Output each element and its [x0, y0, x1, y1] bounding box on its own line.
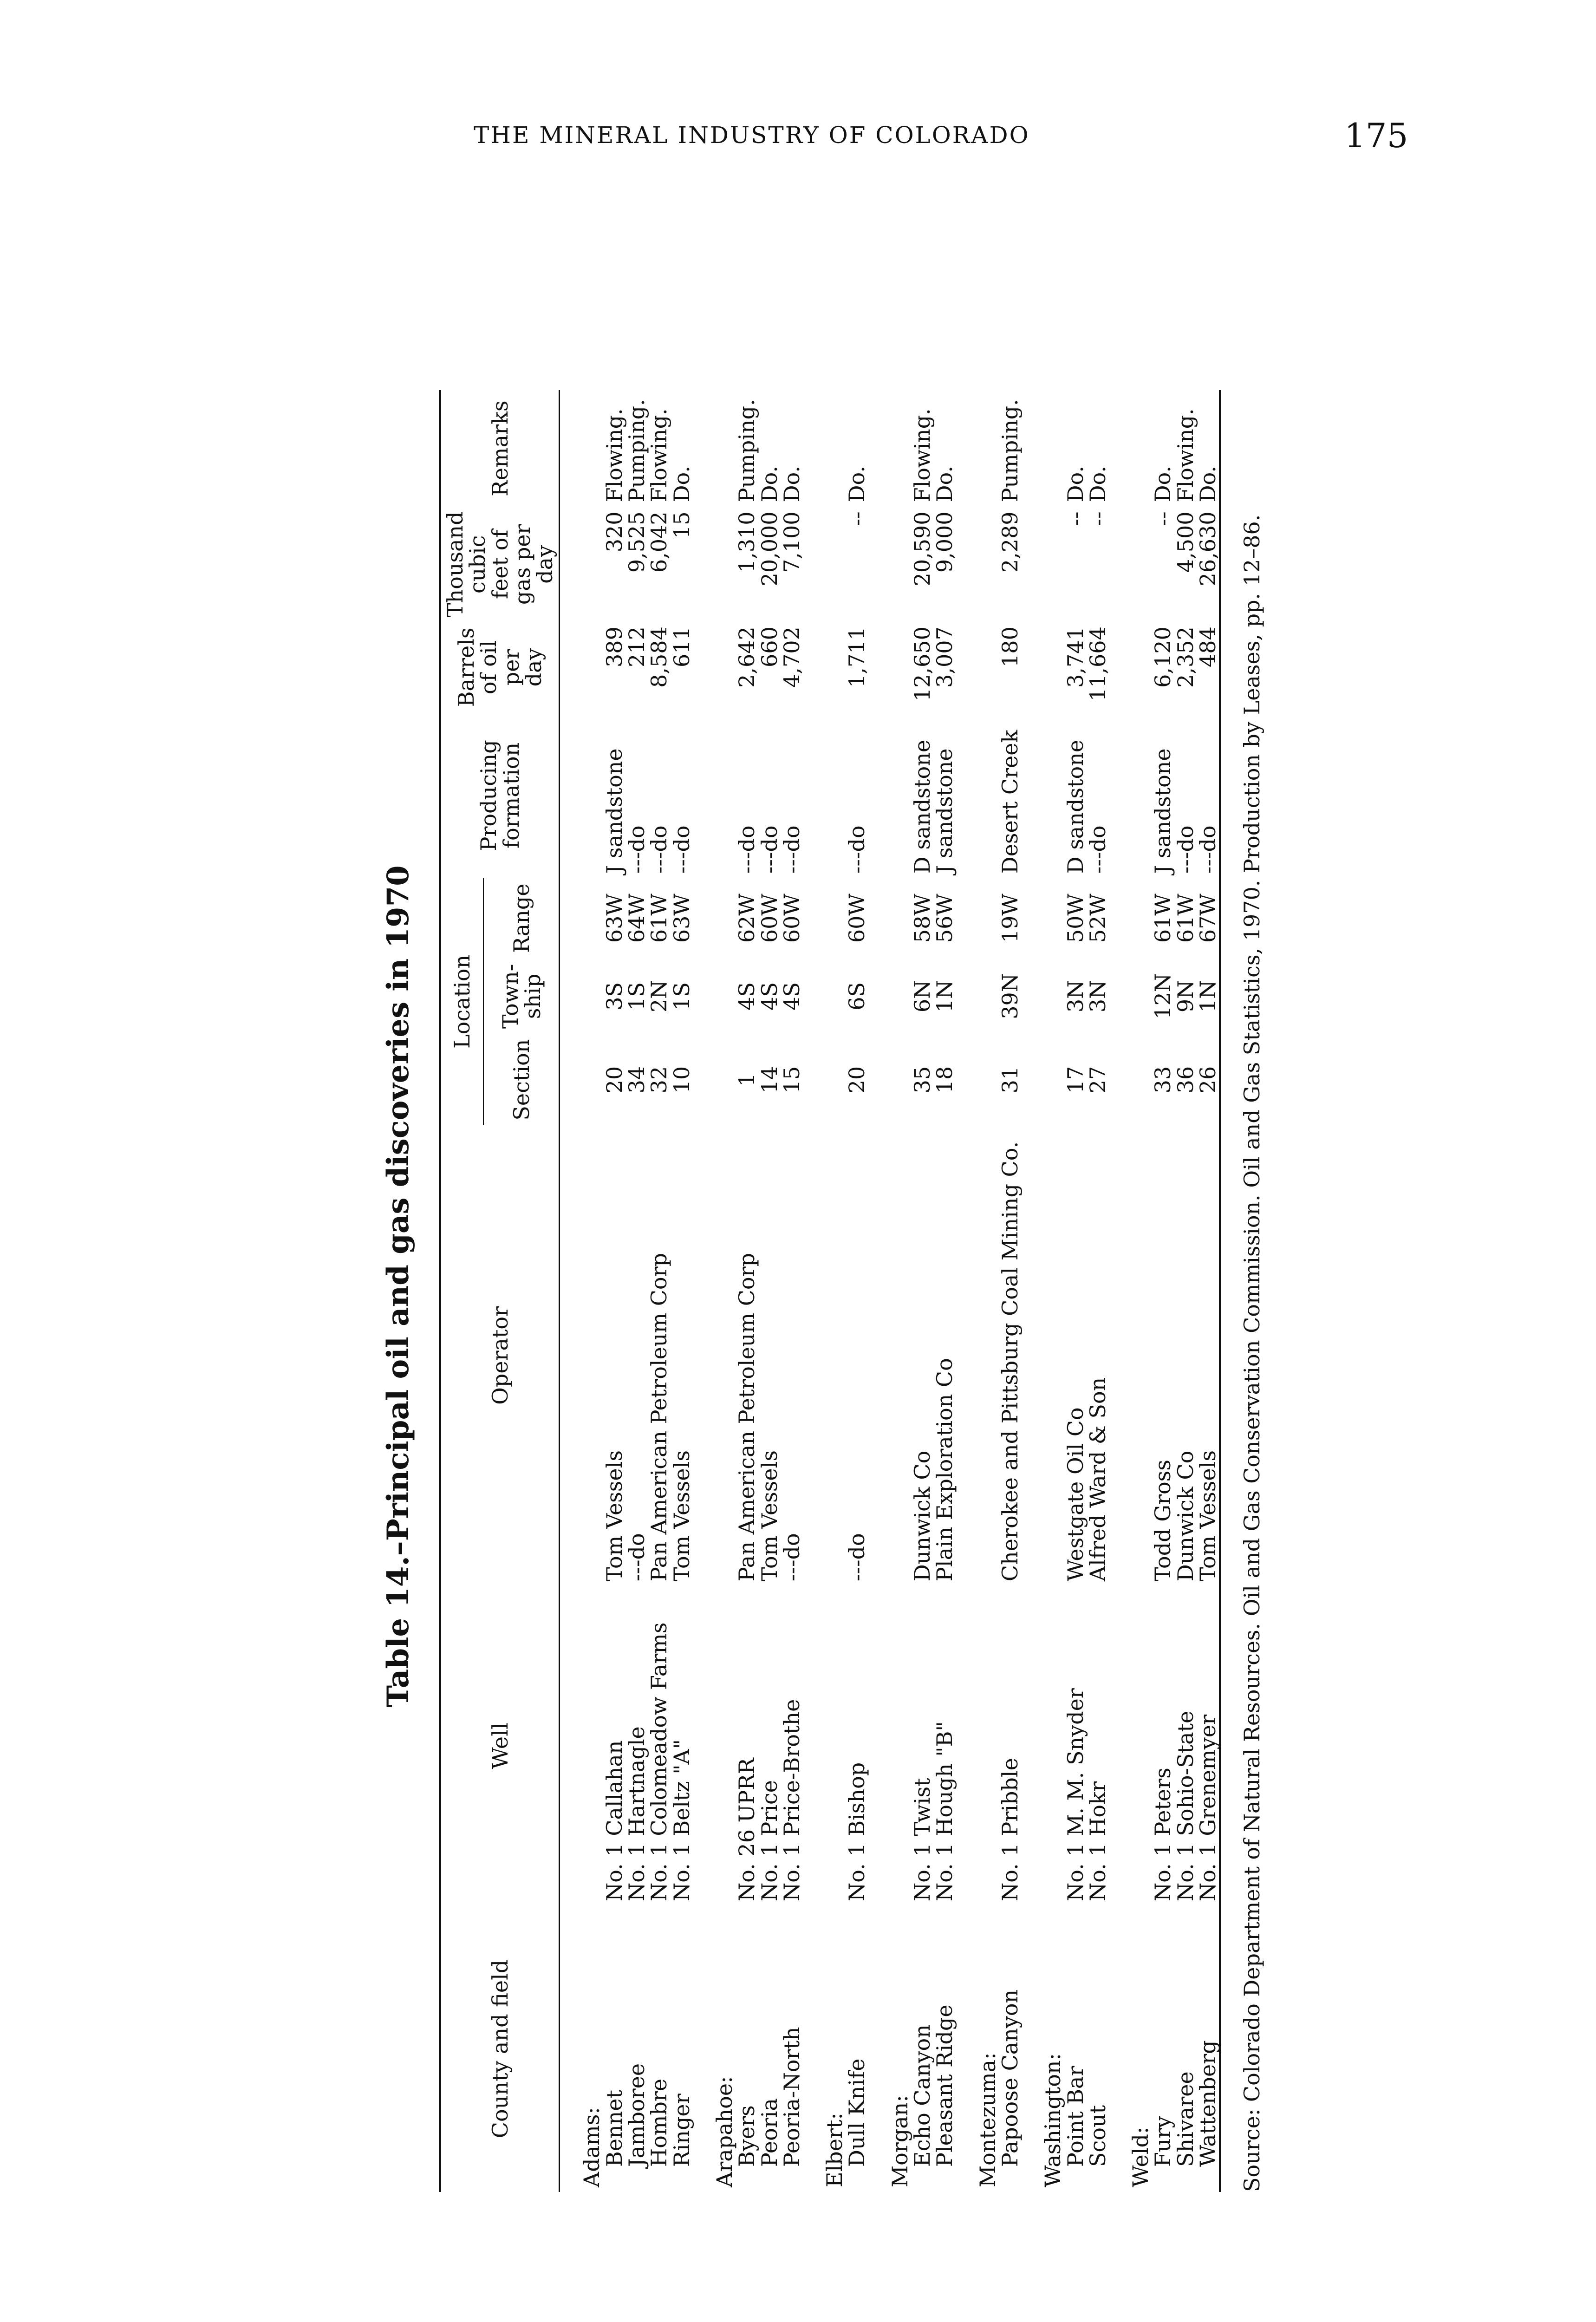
cell-section: [693, 1035, 736, 1125]
cell-oil: 8,584: [646, 626, 672, 688]
cell-formation: ---do: [1173, 825, 1198, 874]
cell-oil: [868, 622, 911, 712]
cell-formation: ---do: [756, 825, 782, 874]
cell-section: 20: [601, 1066, 627, 1094]
table-group-row: [1021, 390, 1064, 2192]
cell-formation: ---do: [734, 825, 760, 874]
cell-range: [868, 878, 911, 958]
table-group-row: [693, 390, 736, 2192]
field-name: Scout: [1085, 2105, 1110, 2167]
cell-township: 3S: [601, 982, 627, 1011]
discoveries-table: [439, 390, 1221, 2192]
cell-section: 33: [1150, 1066, 1176, 1094]
cell-formation: ---do: [1195, 825, 1221, 874]
cell-operator: Plain Exploration Co: [932, 1358, 958, 1582]
col-well: Well: [487, 1722, 513, 1769]
cell-formation: [956, 713, 999, 879]
cell-range: 60W: [779, 894, 804, 943]
cell-township: [693, 958, 736, 1034]
cell-section: 35: [910, 1066, 935, 1094]
cell-operator: Tom Vessels: [669, 1450, 694, 1582]
cell-oil: 12,650: [910, 626, 935, 702]
cell-township: 1N: [932, 980, 958, 1013]
cell-operator: [560, 1125, 603, 1586]
cell-section: 34: [624, 1066, 650, 1094]
cell-formation: ---do: [844, 825, 870, 874]
table-row: [758, 390, 781, 2192]
field-name: Pleasant Ridge: [932, 2004, 958, 2167]
table-group-row: [803, 390, 846, 2192]
cell-county: [911, 1906, 933, 2192]
cell-township: [1021, 958, 1064, 1034]
cell-gas: [1021, 507, 1064, 622]
cell-section: 20: [844, 1066, 870, 1094]
cell-township: [868, 958, 911, 1034]
cell-operator: Dunwick Co: [1173, 1450, 1198, 1582]
cell-well: No. 1 Sohio-State: [1173, 1710, 1198, 1901]
field-name: Point Bar: [1062, 2066, 1088, 2167]
cell-oil: [1021, 622, 1064, 712]
rotated-table-block: [353, 381, 1265, 2192]
cell-gas: 20,000: [756, 511, 782, 587]
cell-gas: 7,100: [779, 511, 804, 573]
cell-section: 31: [997, 1066, 1023, 1094]
cell-remarks: [1109, 390, 1152, 507]
field-name: Hombre: [646, 2078, 672, 2167]
cell-operator: [956, 1125, 999, 1586]
col-county-field: County and field: [487, 1959, 513, 2139]
cell-section: 14: [756, 1066, 782, 1094]
table-row: [1064, 390, 1087, 2192]
field-name: Peoria: [756, 2098, 782, 2167]
col-township: Town-ship: [497, 964, 545, 1029]
table-row: [671, 390, 693, 2192]
field-name: Bennet: [601, 2090, 627, 2167]
cell-county: Washington:: [1040, 2053, 1066, 2187]
cell-section: [1021, 1035, 1064, 1125]
cell-operator: ---do: [624, 1533, 650, 1582]
cell-remarks: [868, 390, 911, 507]
cell-operator: Westgate Oil Co: [1062, 1407, 1088, 1582]
cell-county: [603, 1906, 625, 2192]
cell-oil: 611: [669, 626, 694, 667]
cell-gas: 15: [669, 511, 694, 539]
cell-operator: Tom Vessels: [601, 1450, 627, 1582]
table-row: [736, 390, 758, 2192]
cell-section: [956, 1035, 999, 1125]
cell-county: [781, 1906, 803, 2192]
col-section: Section: [508, 1039, 534, 1121]
col-location: Location: [440, 878, 484, 1125]
cell-range: 60W: [844, 894, 870, 943]
field-name: Jamboree: [624, 2063, 650, 2167]
cell-remarks: Flowing.: [910, 408, 935, 502]
col-remarks: Remarks: [487, 400, 513, 496]
cell-section: 26: [1195, 1066, 1221, 1094]
cell-township: 1S: [669, 982, 694, 1011]
cell-operator: Alfred Ward & Son: [1085, 1377, 1110, 1582]
cell-range: 63W: [601, 894, 627, 943]
cell-township: 3N: [1062, 980, 1088, 1013]
cell-remarks: [1021, 390, 1064, 507]
cell-township: 3N: [1085, 980, 1110, 1013]
cell-formation: J sandstone: [932, 748, 958, 874]
cell-remarks: Pumping.: [997, 399, 1023, 502]
cell-well: No. 1 Price: [756, 1780, 782, 1901]
table-row: [999, 390, 1021, 2192]
cell-county: [1174, 1906, 1197, 2192]
cell-remarks: Flowing.: [1173, 408, 1198, 502]
cell-remarks: Flowing.: [601, 408, 627, 502]
cell-operator: [868, 1125, 911, 1586]
cell-range: 61W: [1173, 894, 1198, 943]
cell-township: 2N: [646, 980, 672, 1013]
cell-formation: ---do: [779, 825, 804, 874]
col-oil: Barrels of oil per day: [454, 627, 547, 707]
cell-gas: 6,042: [646, 511, 672, 573]
cell-well: [693, 1586, 736, 1906]
cell-oil: [560, 622, 603, 712]
cell-oil: 180: [997, 626, 1023, 667]
cell-well: No. 1 Hokr: [1085, 1781, 1110, 1901]
cell-well: [560, 1586, 603, 1906]
cell-well: No. 1 M. M. Snyder: [1062, 1688, 1088, 1901]
cell-section: 36: [1173, 1066, 1198, 1094]
table-group-row: [956, 390, 999, 2192]
cell-county: Elbert:: [822, 2113, 847, 2187]
cell-range: [693, 878, 736, 958]
cell-range: 67W: [1195, 894, 1221, 943]
col-formation: Producing formation: [476, 740, 524, 851]
cell-operator: Tom Vessels: [756, 1450, 782, 1582]
cell-range: [1021, 878, 1064, 958]
field-name: Dull Knife: [844, 2058, 870, 2167]
cell-well: No. 1 Bishop: [844, 1762, 870, 1901]
cell-formation: ---do: [1085, 825, 1110, 874]
field-name: Byers: [734, 2105, 760, 2167]
cell-township: 1S: [624, 982, 650, 1011]
cell-well: [956, 1586, 999, 1906]
cell-remarks: Do.: [669, 466, 694, 502]
cell-oil: [1109, 622, 1152, 712]
cell-gas: 4,500: [1173, 511, 1198, 573]
cell-remarks: Do.: [1150, 466, 1176, 502]
cell-remarks: [803, 390, 846, 507]
cell-range: [560, 878, 603, 958]
cell-county: [671, 1906, 693, 2192]
cell-formation: ---do: [646, 825, 672, 874]
cell-county: [933, 1906, 956, 2192]
cell-township: 9N: [1173, 980, 1198, 1013]
cell-oil: 4,702: [779, 626, 804, 688]
cell-section: [1109, 1035, 1152, 1125]
table-row: [781, 390, 803, 2192]
table-row: [1087, 390, 1109, 2192]
cell-gas: 9,000: [932, 511, 958, 573]
cell-township: 6N: [910, 980, 935, 1013]
table-group-row: [868, 390, 911, 2192]
cell-range: 56W: [932, 894, 958, 943]
cell-remarks: [693, 390, 736, 507]
cell-formation: [868, 713, 911, 879]
table-group-row: [560, 390, 603, 2192]
cell-formation: [1021, 713, 1064, 879]
cell-range: 64W: [624, 894, 650, 943]
table-row: [1152, 390, 1174, 2192]
cell-range: 63W: [669, 894, 694, 943]
cell-range: 61W: [1150, 894, 1176, 943]
cell-formation: ---do: [624, 825, 650, 874]
cell-township: [560, 958, 603, 1034]
cell-well: [803, 1586, 846, 1906]
cell-remarks: [956, 390, 999, 507]
cell-section: 15: [779, 1066, 804, 1094]
table-group-row: [1109, 390, 1152, 2192]
cell-operator: [693, 1125, 736, 1586]
cell-county: [1152, 1906, 1174, 2192]
cell-formation: D sandstone: [1062, 739, 1088, 874]
table-body: [560, 390, 1220, 2192]
cell-formation: J sandstone: [1150, 748, 1176, 874]
cell-county: [758, 1906, 781, 2192]
cell-remarks: Do.: [779, 466, 804, 502]
cell-gas: [803, 507, 846, 622]
cell-oil: 660: [756, 626, 782, 667]
cell-gas: 320: [601, 511, 627, 553]
cell-oil: 389: [601, 626, 627, 667]
cell-township: 4S: [734, 982, 760, 1011]
cell-range: 62W: [734, 894, 760, 943]
cell-well: No. 1 Grenemyer: [1195, 1715, 1221, 1901]
cell-section: 32: [646, 1066, 672, 1094]
cell-operator: [1021, 1125, 1064, 1586]
cell-remarks: Pumping.: [734, 399, 760, 502]
cell-township: 12N: [1150, 973, 1176, 1019]
table-row: [1197, 390, 1220, 2192]
cell-remarks: Pumping.: [624, 399, 650, 502]
cell-operator: Tom Vessels: [1195, 1450, 1221, 1582]
cell-well: No. 1 Twist: [910, 1778, 935, 1901]
cell-well: [1021, 1586, 1064, 1906]
cell-range: 52W: [1085, 894, 1110, 943]
cell-operator: Dunwick Co: [910, 1450, 935, 1582]
running-head: THE MINERAL INDUSTRY OF COLORADO: [474, 122, 1030, 149]
cell-range: 58W: [910, 894, 935, 943]
cell-well: No. 1 Peters: [1150, 1768, 1176, 1901]
cell-operator: Todd Gross: [1150, 1460, 1176, 1582]
cell-formation: Desert Creek: [997, 730, 1023, 874]
cell-formation: [693, 713, 736, 879]
cell-oil: [956, 622, 999, 712]
cell-oil: 6,120: [1150, 626, 1176, 688]
cell-range: 50W: [1062, 894, 1088, 943]
cell-county: Weld:: [1128, 2126, 1153, 2187]
cell-gas: 2,289: [997, 511, 1023, 573]
cell-township: [803, 958, 846, 1034]
cell-formation: J sandstone: [601, 748, 627, 874]
table-header: [440, 390, 560, 2192]
cell-oil: 3,007: [932, 626, 958, 688]
table-row: [911, 390, 933, 2192]
cell-gas: --: [1062, 511, 1088, 526]
cell-oil: 11,664: [1085, 626, 1110, 702]
cell-oil: 484: [1195, 626, 1221, 667]
field-name: Echo Canyon: [910, 2024, 935, 2167]
cell-operator: ---do: [844, 1533, 870, 1582]
cell-county: Montezuma:: [975, 2052, 1000, 2187]
cell-township: 1N: [1195, 980, 1221, 1013]
cell-well: [868, 1586, 911, 1906]
cell-gas: --: [844, 511, 870, 526]
page-number: 175: [1344, 116, 1408, 155]
cell-oil: [693, 622, 736, 712]
cell-range: 61W: [646, 894, 672, 943]
table-row: [1174, 390, 1197, 2192]
cell-remarks: Flowing.: [646, 408, 672, 502]
cell-gas: --: [1085, 511, 1110, 526]
cell-gas: 9,525: [624, 511, 650, 573]
cell-range: [956, 878, 999, 958]
source-note: Source: Colorado Department of Natural Resources. Oil and Gas Conservation Commission. Oil and Gas Statistics, 1970. Production by Leases, pp. 12–86.: [1239, 514, 1265, 2192]
cell-county: [625, 1906, 648, 2192]
cell-well: No. 1 Colomeadow Farms: [646, 1622, 672, 1901]
cell-operator: [1109, 1125, 1152, 1586]
table-row: [846, 390, 868, 2192]
cell-well: No. 1 Callahan: [601, 1740, 627, 1901]
cell-remarks: Do.: [932, 466, 958, 502]
cell-well: No. 1 Beltz "A": [669, 1739, 694, 1901]
cell-gas: 1,310: [734, 511, 760, 573]
cell-township: [956, 958, 999, 1034]
cell-oil: 2,642: [734, 626, 760, 688]
cell-remarks: Do.: [756, 466, 782, 502]
field-name: Papoose Canyon: [997, 1989, 1023, 2167]
cell-oil: [803, 622, 846, 712]
cell-section: 17: [1062, 1066, 1088, 1094]
cell-operator: [803, 1125, 846, 1586]
cell-county: [1087, 1906, 1109, 2192]
cell-oil: 3,741: [1062, 626, 1088, 688]
cell-gas: [956, 507, 999, 622]
field-name: Peoria-North: [779, 2027, 804, 2167]
cell-remarks: [560, 390, 603, 507]
field-name: Ringer: [669, 2094, 694, 2167]
cell-county: [1197, 1906, 1220, 2192]
cell-formation: D sandstone: [910, 739, 935, 874]
cell-county: [846, 1906, 868, 2192]
table-row: [625, 390, 648, 2192]
cell-section: [803, 1035, 846, 1125]
cell-formation: [803, 713, 846, 879]
cell-range: [803, 878, 846, 958]
cell-county: Adams:: [579, 2107, 605, 2187]
cell-section: 10: [669, 1066, 694, 1094]
cell-section: [868, 1035, 911, 1125]
cell-section: 27: [1085, 1066, 1110, 1094]
cell-oil: 1,711: [844, 626, 870, 688]
field-name: Fury: [1150, 2116, 1176, 2167]
cell-well: [1109, 1586, 1152, 1906]
cell-operator: ---do: [779, 1533, 804, 1582]
cell-gas: 20,590: [910, 511, 935, 587]
cell-formation: [560, 713, 603, 879]
cell-county: [999, 1906, 1021, 2192]
cell-well: No. 1 Hartnagle: [624, 1726, 650, 1901]
cell-well: No. 1 Hough "B": [932, 1721, 958, 1901]
col-range: Range: [508, 883, 534, 953]
cell-gas: 26,630: [1195, 511, 1221, 587]
table-row: [648, 390, 670, 2192]
table-row: [603, 390, 625, 2192]
cell-section: [560, 1035, 603, 1125]
cell-formation: [1109, 713, 1152, 879]
cell-gas: [560, 507, 603, 622]
cell-county: [1064, 1906, 1087, 2192]
cell-section: 1: [734, 1073, 760, 1087]
cell-range: [1109, 878, 1152, 958]
table-row: [933, 390, 956, 2192]
cell-township: 6S: [844, 982, 870, 1011]
cell-county: Arapahoe:: [711, 2076, 737, 2187]
cell-well: No. 1 Price-Brothe: [779, 1699, 804, 1901]
cell-range: 60W: [756, 894, 782, 943]
cell-township: 4S: [779, 982, 804, 1011]
cell-township: 4S: [756, 982, 782, 1011]
cell-township: 39N: [997, 973, 1023, 1019]
cell-operator: Pan American Petroleum Corp: [734, 1252, 760, 1582]
cell-oil: 2,352: [1173, 626, 1198, 688]
cell-gas: --: [1150, 511, 1176, 526]
cell-gas: [868, 507, 911, 622]
cell-remarks: Do.: [1062, 466, 1088, 502]
cell-remarks: Do.: [844, 466, 870, 502]
cell-well: No. 26 UPRR: [734, 1758, 760, 1901]
cell-county: [736, 1906, 758, 2192]
cell-range: 19W: [997, 894, 1023, 943]
cell-operator: Cherokee and Pittsburg Coal Mining Co.: [997, 1141, 1023, 1582]
cell-township: [1109, 958, 1152, 1034]
cell-gas: [693, 507, 736, 622]
cell-remarks: Do.: [1085, 466, 1110, 502]
col-gas: Thousand cubic feet of gas per day: [443, 511, 558, 618]
col-operator: Operator: [487, 1306, 513, 1405]
cell-county: [648, 1906, 670, 2192]
cell-section: 18: [932, 1066, 958, 1094]
field-name: Shivaree: [1173, 2071, 1198, 2167]
field-name: Wattenberg: [1195, 2040, 1221, 2167]
cell-formation: ---do: [669, 825, 694, 874]
cell-remarks: Do.: [1195, 466, 1221, 502]
table-title: Table 14.–Principal oil and gas discoveries in 1970: [381, 865, 416, 1708]
cell-gas: [1109, 507, 1152, 622]
cell-oil: 212: [624, 626, 650, 667]
cell-county: Morgan:: [887, 2095, 912, 2187]
cell-well: No. 1 Pribble: [997, 1758, 1023, 1901]
cell-operator: Pan American Petroleum Corp: [646, 1252, 672, 1582]
